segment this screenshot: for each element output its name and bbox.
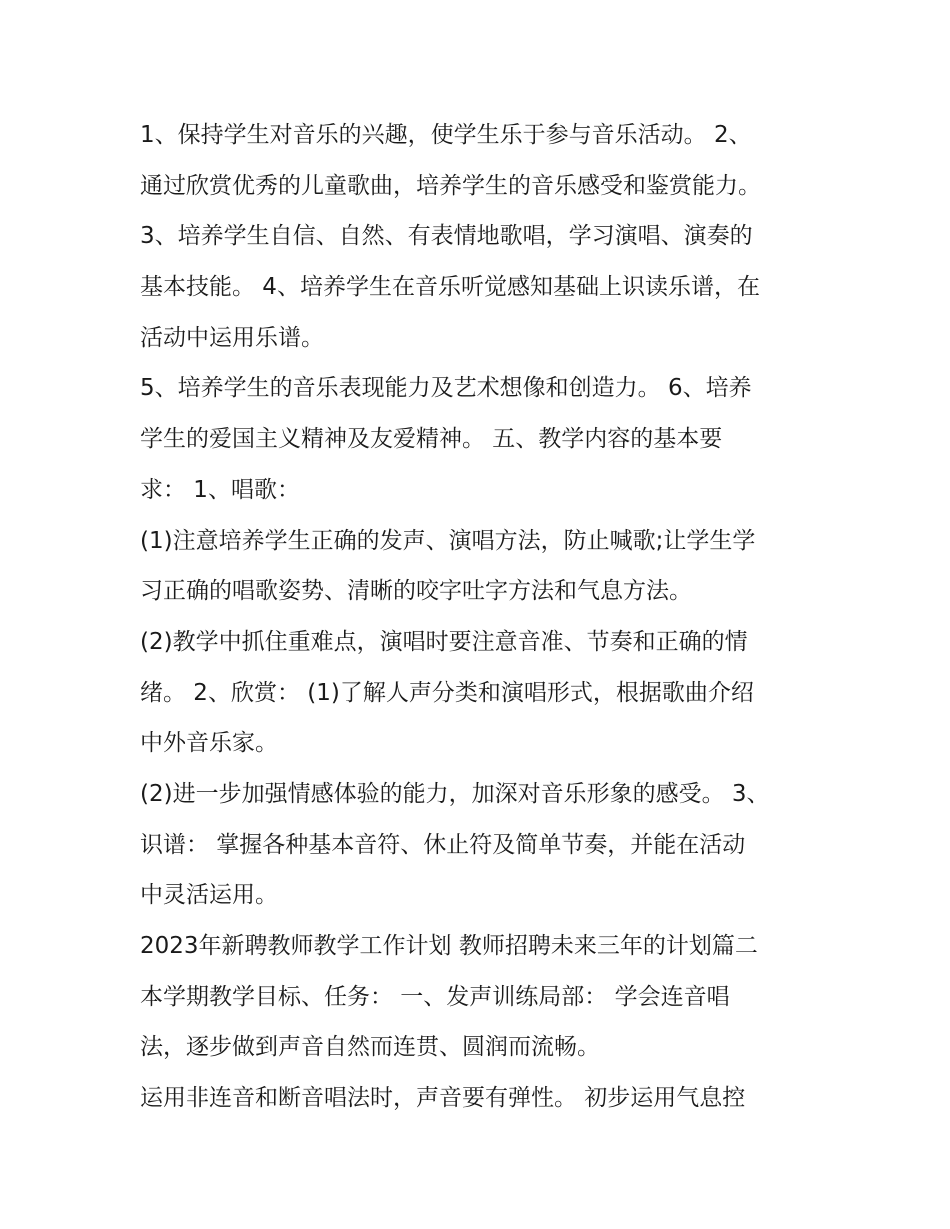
text-line: 本学期教学目标、任务： 一、发声训练局部： 学会连音唱: [140, 983, 730, 1010]
text-line: 绪。 2、欣赏： (1)了解人声分类和演唱形式，根据歌曲介绍: [140, 679, 754, 706]
text-line: 中灵活运用。: [140, 882, 278, 909]
text-line: (1)注意培养学生正确的发声、演唱方法，防止喊歌;让学生学: [140, 527, 756, 554]
text-line: 基本技能。 4、培养学生在音乐听觉感知基础上识读乐谱，在: [140, 274, 760, 301]
text-line: 法，逐步做到声音自然而连贯、圆润而流畅。: [140, 1034, 600, 1061]
text-line: 3、培养学生自信、自然、有表情地歌唱，学习演唱、演奏的: [140, 223, 753, 250]
text-line: 通过欣赏优秀的儿童歌曲，培养学生的音乐感受和鉴赏能力。: [140, 172, 761, 199]
text-line: 习正确的唱歌姿势、清晰的咬字吐字方法和气息方法。: [140, 578, 692, 605]
text-line: 5、培养学生的音乐表现能力及艺术想像和创造力。 6、培养: [140, 375, 752, 402]
text-line: 中外音乐家。: [140, 730, 278, 757]
text-line: 运用非连音和断音唱法时，声音要有弹性。 初步运用气息控: [140, 1085, 746, 1112]
text-line: 2023年新聘教师教学工作计划 教师招聘未来三年的计划篇二: [140, 933, 758, 959]
document-body: [140, 110, 820, 1124]
text-line: (2)教学中抓住重难点，演唱时要注意音准、节奏和正确的情: [140, 628, 748, 655]
text-line: 识谱： 掌握各种基本音符、休止符及简单节奏，并能在活动: [140, 831, 746, 858]
text-line: 活动中运用乐谱。: [140, 324, 324, 351]
text-line: 求： 1、唱歌：: [140, 476, 300, 503]
text-line: 1、保持学生对音乐的兴趣，使学生乐于参与音乐活动。 2、: [140, 122, 752, 148]
text-line: (2)进一步加强情感体验的能力，加深对音乐形象的感受。 3、: [140, 780, 770, 807]
text-line: 学生的爱国主义精神及友爱精神。 五、教学内容的基本要: [140, 426, 723, 453]
